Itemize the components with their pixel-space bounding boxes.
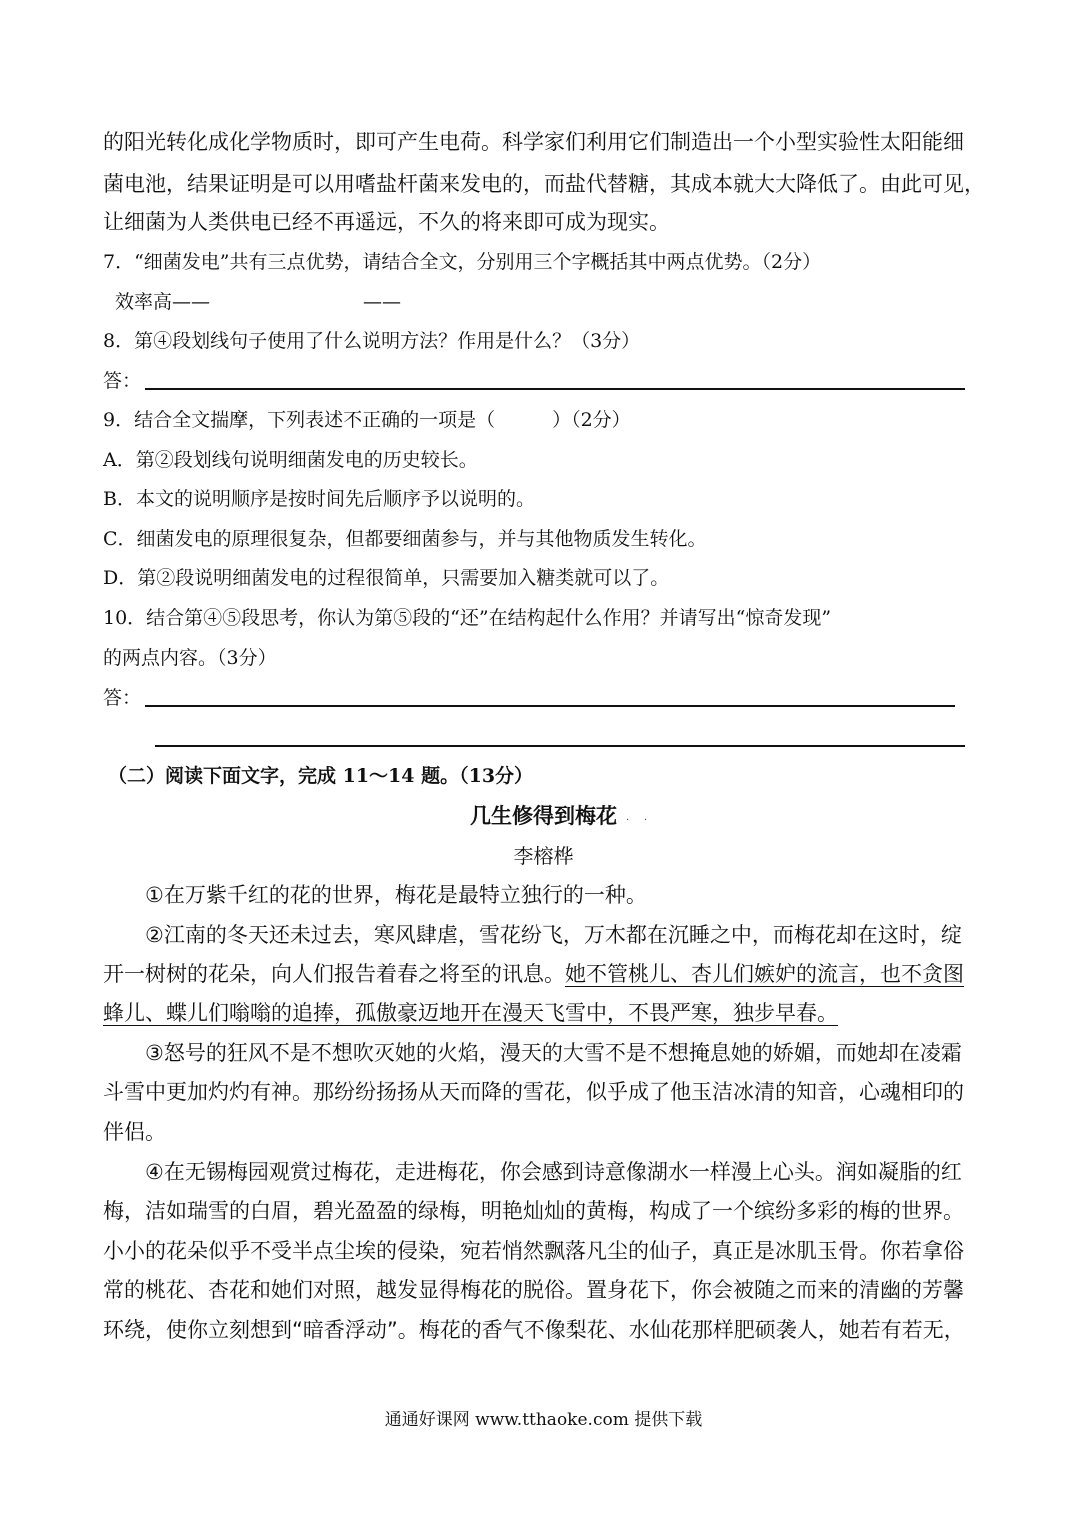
paragraph-4-line: ④在无锡梅园观赏过梅花，走进梅花，你会感到诗意像湖水一样漫上心头。润如凝脂的红 — [145, 1160, 962, 1184]
question-7: 7．“细菌发电”共有三点优势，请结合全文，分别用三个字概括其中两点优势。（2分） — [103, 251, 822, 273]
q9-option-a: A．第②段划线句说明细菌发电的历史较长。 — [103, 449, 478, 471]
underlined-sentence: 她不管桃儿、杏儿们嫉妒的流言，也不贪图 — [565, 962, 964, 986]
paragraph-4-line: 环绕，使你立刻想到“暗香浮动”。梅花的香气不像梨花、水仙花那样肥硕袭人，她若有若无， — [103, 1318, 965, 1342]
paragraph-4-line: 梅，洁如瑞雪的白眉，碧光盈盈的绿梅，明艳灿灿的黄梅，构成了一个缤纷多彩的梅的世界。 — [103, 1199, 964, 1223]
paragraph-3-line: 伴侣。 — [103, 1120, 166, 1144]
paragraph-3-line: ③怒号的狂风不是不想吹灭她的火焰，漫天的大雪不是不想掩息她的娇媚，而她却在凌霜 — [145, 1041, 962, 1065]
question-10-cont: 的两点内容。（3分） — [103, 647, 277, 669]
q9-option-b: B．本文的说明顺序是按时间先后顺序予以说明的。 — [103, 488, 535, 510]
paragraph-2-text: 开一树树的花朵，向人们报告着春之将至的讯息。 — [103, 962, 565, 986]
passage-line: 让细菌为人类供电已经不再遥远，不久的将来即可成为现实。 — [103, 210, 670, 234]
q7-answer-b: —— — [363, 291, 401, 313]
q10-answer-line-1[interactable] — [145, 705, 955, 707]
q10-answer-line-2[interactable] — [155, 745, 965, 747]
question-10: 10．结合第④⑤段思考，你认为第⑤段的“还”在结构起什么作用？并请写出“惊奇发现” — [103, 607, 832, 629]
paragraph-1: ①在万紫千红的花的世界，梅花是最特立独行的一种。 — [145, 883, 647, 907]
section-heading: （二）阅读下面文字，完成 11～14 题。（13分） — [108, 765, 534, 787]
paragraph-2-line — [103, 998, 993, 1028]
question-8: 8．第④段划线句子使用了什么说明方法？作用是什么？（3分） — [103, 330, 641, 352]
paragraph-2-line: ②江南的冬天还未过去，寒风肆虐，雪花纷飞，万木都在沉睡之中，而梅花却在这时，绽 — [145, 923, 962, 947]
question-9: 9．结合全文揣摩，下列表述不正确的一项是（ ）（2分） — [103, 409, 631, 431]
article-title: 几生修得到梅花 — [470, 804, 617, 828]
paragraph-4-line: 小小的花朵似乎不受半点尘埃的侵染，宛若悄然飘落凡尘的仙子，真正是冰肌玉骨。你若拿俗 — [103, 1239, 964, 1263]
q9-option-d: D．第②段说明细菌发电的过程很简单，只需要加入糖类就可以了。 — [103, 567, 670, 589]
passage-line: 菌电池，结果证明是可以用嗜盐杆菌来发电的，而盐代替糖，其成本就大大降低了。由此可见， — [103, 172, 985, 196]
page-footer: 通通好课网 www.tthaoke.com 提供下载 — [384, 1410, 703, 1430]
q8-answer-label: 答： — [103, 370, 142, 392]
paragraph-4-line: 常的桃花、杏花和她们对照，越发显得梅花的脱俗。置身花下，你会被随之而来的清幽的芳馨 — [103, 1278, 964, 1302]
passage-line: 的阳光转化成化学物质时，即可产生电荷。科学家们利用它们制造出一个小型实验性太阳能细 — [103, 130, 964, 154]
q7-answer-a: 效率高—— — [115, 291, 211, 313]
underlined-sentence: 蜂儿、蝶儿们嗡嗡的追捧，孤傲豪迈地开在漫天飞雪中，不畏严寒，独步早春。 — [103, 1001, 838, 1025]
q8-answer-line[interactable] — [145, 388, 965, 390]
article-author: 李榕桦 — [513, 844, 574, 868]
q10-answer-label: 答： — [103, 687, 142, 709]
paragraph-2-line — [103, 959, 993, 989]
emphasis-dots: · · — [626, 815, 654, 826]
paragraph-3-line: 斗雪中更加灼灼有神。那纷纷扬扬从天而降的雪花，似乎成了他玉洁冰清的知音，心魂相印的 — [103, 1080, 964, 1104]
q9-option-c: C．细菌发电的原理很复杂，但都要细菌参与，并与其他物质发生转化。 — [103, 528, 707, 550]
